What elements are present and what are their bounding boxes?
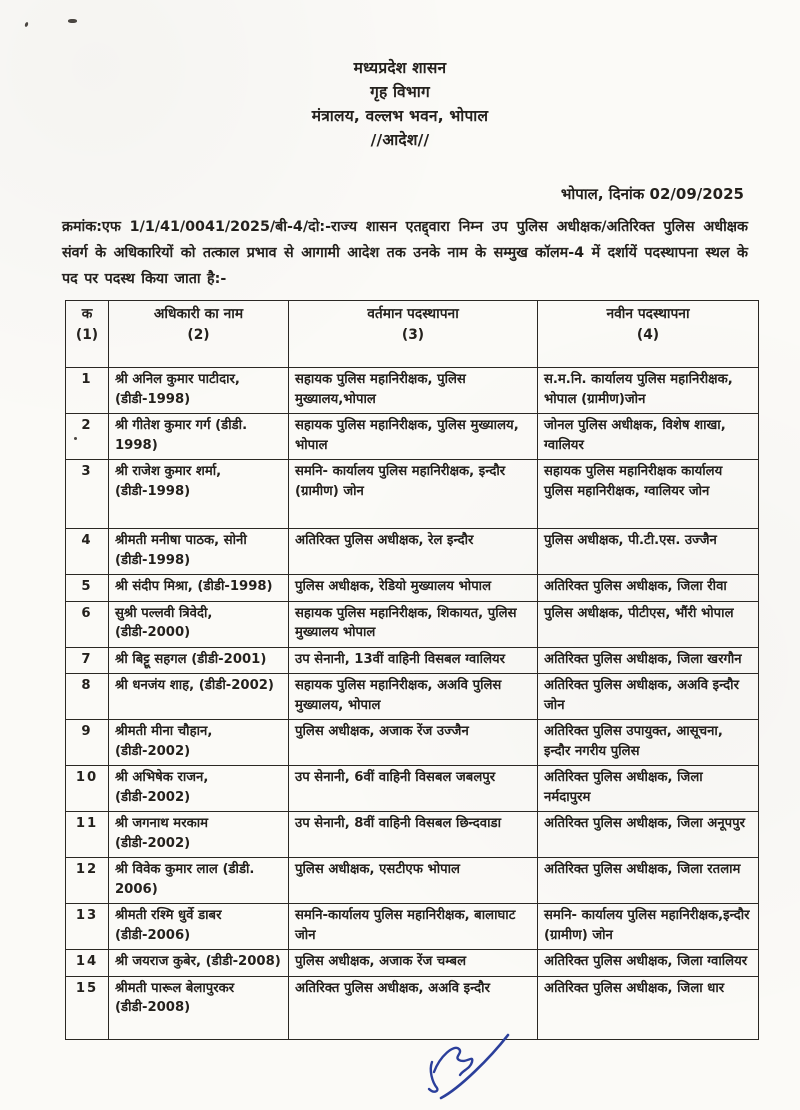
current-posting-cell: सहायक पुलिस महानिरीक्षक, अअवि पुलिस मुख्यालय, भोपाल xyxy=(289,674,538,720)
table-row xyxy=(66,976,759,1039)
current-posting-cell: पुलिस अधीक्षक, अजाक रेंज उज्जैन xyxy=(289,720,538,766)
new-posting-cell: अतिरिक्त पुलिस अधीक्षक, अअवि इन्दौर जोन xyxy=(538,674,759,720)
letterhead xyxy=(0,56,800,152)
new-posting-cell: अतिरिक्त पुलिस अधीक्षक, जिला अनूपपुर xyxy=(538,812,759,858)
transfer-table xyxy=(65,300,759,1040)
officer-name-cell: श्रीमती मीना चौहान, (डीडी-2002) xyxy=(109,720,289,766)
new-posting-cell: अतिरिक्त पुलिस अधीक्षक, जिला खरगौन xyxy=(538,647,759,674)
current-posting-cell: सहायक पुलिस महानिरीक्षक, पुलिस मुख्यालय,भोपाल xyxy=(289,368,538,414)
officer-name-cell: श्री संदीप मिश्रा, (डीडी-1998) xyxy=(109,575,289,602)
table-row xyxy=(66,812,759,858)
new-posting-cell: अतिरिक्त पुलिस अधीक्षक, जिला रीवा xyxy=(538,575,759,602)
current-posting-cell: अतिरिक्त पुलिस अधीक्षक, रेल इन्दौर xyxy=(289,529,538,575)
header-current-posting-num: (3) xyxy=(401,326,425,343)
serial-cell: 6 xyxy=(66,601,109,647)
new-posting-cell: अतिरिक्त पुलिस अधीक्षक, जिला नर्मदापुरम xyxy=(538,766,759,812)
serial-cell: 15 xyxy=(66,976,109,1039)
header-officer-name-title: अधिकारी का नाम xyxy=(153,306,244,322)
current-posting-cell: समनि- कार्यालय पुलिस महानिरीक्षक, इन्दौर (ग्रामीण) जोन xyxy=(289,460,538,529)
new-posting-cell: सहायक पुलिस महानिरीक्षक कार्यालय पुलिस महानिरीक्षक, ग्वालियर जोन xyxy=(538,460,759,529)
officer-name-cell: सुश्री पल्लवी त्रिवेदी, (डीडी-2000) xyxy=(109,601,289,647)
table-row xyxy=(66,720,759,766)
new-posting-cell: अतिरिक्त पुलिस अधीक्षक, जिला रतलाम xyxy=(538,858,759,904)
order-body-text: क्रमांक:एफ 1/1/41/0041/2025/बी-4/दो:-राज्य शासन एतद्द्वारा निम्न उप पुलिस अधीक्षक/अतिरिक्त पुलिस अधीक्षक संवर्ग के अधिकारियों को तत्काल प्रभाव से आगामी आदेश तक उनके नाम के सम्मुख कॉलम-4 में दर्शायें पदस्थापना स्थल के पद पर पदस्थ किया जाता है:- xyxy=(62,219,748,287)
serial-cell: 12 xyxy=(66,858,109,904)
new-posting-cell: अतिरिक्त पुलिस अधीक्षक, जिला ग्वालियर xyxy=(538,950,759,977)
new-posting-cell: पुलिस अधीक्षक, पी.टी.एस. उज्जैन xyxy=(538,529,759,575)
table-row xyxy=(66,647,759,674)
current-posting-cell: उप सेनानी, 13वीं वाहिनी विसबल ग्वालियर xyxy=(289,647,538,674)
serial-cell: 8 xyxy=(66,674,109,720)
header-new-posting-title: नवीन पदस्थापना xyxy=(606,306,690,322)
transfer-table-body xyxy=(66,368,759,1040)
new-posting-cell: स.म.नि. कार्यालय पुलिस महानिरीक्षक, भोपाल (ग्रामीण)जोन xyxy=(538,368,759,414)
current-posting-cell: अतिरिक्त पुलिस अधीक्षक, अअवि इन्दौर xyxy=(289,976,538,1039)
serial-cell: 9 xyxy=(66,720,109,766)
current-posting-cell: सहायक पुलिस महानिरीक्षक, पुलिस मुख्यालय, भोपाल xyxy=(289,414,538,460)
new-posting-cell: जोनल पुलिस अधीक्षक, विशेष शाखा, ग्वालियर xyxy=(538,414,759,460)
table-row xyxy=(66,950,759,977)
officer-name-cell: श्रीमती रश्मि धुर्वे डाबर (डीडी-2006) xyxy=(109,904,289,950)
table-row xyxy=(66,904,759,950)
header-serial-num: (1) xyxy=(75,326,99,343)
officer-name-cell: श्री बिट्टू सहगल (डीडी-2001) xyxy=(109,647,289,674)
table-row xyxy=(66,858,759,904)
officer-name-cell: श्री विवेक कुमार लाल (डीडी. 2006) xyxy=(109,858,289,904)
officer-name-cell: श्री राजेश कुमार शर्मा, (डीडी-1998) xyxy=(109,460,289,529)
current-posting-cell: उप सेनानी, 8वीं वाहिनी विसबल छिन्दवाडा xyxy=(289,812,538,858)
table-row xyxy=(66,766,759,812)
serial-cell: 5 xyxy=(66,575,109,602)
serial-cell: 10 xyxy=(66,766,109,812)
officer-name-cell: श्री धनजंय शाह, (डीडी-2002) xyxy=(109,674,289,720)
table-row xyxy=(66,601,759,647)
table-row xyxy=(66,460,759,529)
officer-name-cell: श्री जगनाथ मरकाम (डीडी-2002) xyxy=(109,812,289,858)
officer-name-cell: श्री गीतेश कुमार गर्ग (डीडी. 1998) xyxy=(109,414,289,460)
new-posting-cell: समनि- कार्यालय पुलिस महानिरीक्षक,इन्दौर (ग्रामीण) जोन xyxy=(538,904,759,950)
scan-speck xyxy=(68,19,77,23)
officer-name-cell: श्री अनिल कुमार पाटीदार, (डीडी-1998) xyxy=(109,368,289,414)
serial-cell: 3 xyxy=(66,460,109,529)
header-current-posting-title: वर्तमान पदस्थापना xyxy=(367,306,459,322)
header-serial-title: क xyxy=(81,306,93,322)
new-posting-cell: अतिरिक्त पुलिस उपायुक्त, आसूचना, इन्दौर नगरीय पुलिस xyxy=(538,720,759,766)
office-address: मंत्रालय, वल्लभ भवन, भोपाल xyxy=(311,107,489,125)
header-officer-name xyxy=(109,301,289,368)
serial-cell: 4 xyxy=(66,529,109,575)
header-new-posting-num: (4) xyxy=(636,326,660,343)
new-posting-cell: पुलिस अधीक्षक, पीटीएस, भौंरी भोपाल xyxy=(538,601,759,647)
current-posting-cell: पुलिस अधीक्षक, एसटीएफ भोपाल xyxy=(289,858,538,904)
header-current-posting xyxy=(289,301,538,368)
table-row xyxy=(66,674,759,720)
table-row xyxy=(66,368,759,414)
serial-cell: 2 xyxy=(66,414,109,460)
header-new-posting xyxy=(538,301,759,368)
current-posting-cell: पुलिस अधीक्षक, अजाक रेंज चम्बल xyxy=(289,950,538,977)
officer-name-cell: श्री अभिषेक राजन, (डीडी-2002) xyxy=(109,766,289,812)
table-row xyxy=(66,575,759,602)
new-posting-cell: अतिरिक्त पुलिस अधीक्षक, जिला धार xyxy=(538,976,759,1039)
table-row xyxy=(66,529,759,575)
government-name: मध्यप्रदेश शासन xyxy=(353,59,447,77)
table-row xyxy=(66,414,759,460)
transfer-table-header xyxy=(66,301,759,368)
current-posting-cell: सहायक पुलिस महानिरीक्षक, शिकायत, पुलिस मुख्यालय भोपाल xyxy=(289,601,538,647)
current-posting-cell: पुलिस अधीक्षक, रेडियो मुख्यालय भोपाल xyxy=(289,575,538,602)
officer-name-cell: श्रीमती पारूल बेलापुरकर (डीडी-2008) xyxy=(109,976,289,1039)
serial-cell: 13 xyxy=(66,904,109,950)
serial-cell: 1 xyxy=(66,368,109,414)
header-officer-name-num: (2) xyxy=(187,326,210,343)
current-posting-cell: समनि-कार्यालय पुलिस महानिरीक्षक, बालाघाट जोन xyxy=(289,904,538,950)
current-posting-cell: उप सेनानी, 6वीं वाहिनी विसबल जबलपुर xyxy=(289,766,538,812)
officer-name-cell: श्री जयराज कुबेर, (डीडी-2008) xyxy=(109,950,289,977)
serial-cell: 7 xyxy=(66,647,109,674)
department-name: गृह विभाग xyxy=(370,83,430,101)
officer-name-cell: श्रीमती मनीषा पाठक, सोनी (डीडी-1998) xyxy=(109,529,289,575)
place-date-line: भोपाल, दिनांक 02/09/2025 xyxy=(560,185,744,203)
serial-cell: 11 xyxy=(66,812,109,858)
scan-speck xyxy=(24,22,29,28)
order-title: //आदेश// xyxy=(370,131,430,149)
header-serial xyxy=(66,301,109,368)
serial-cell: 14 xyxy=(66,950,109,977)
